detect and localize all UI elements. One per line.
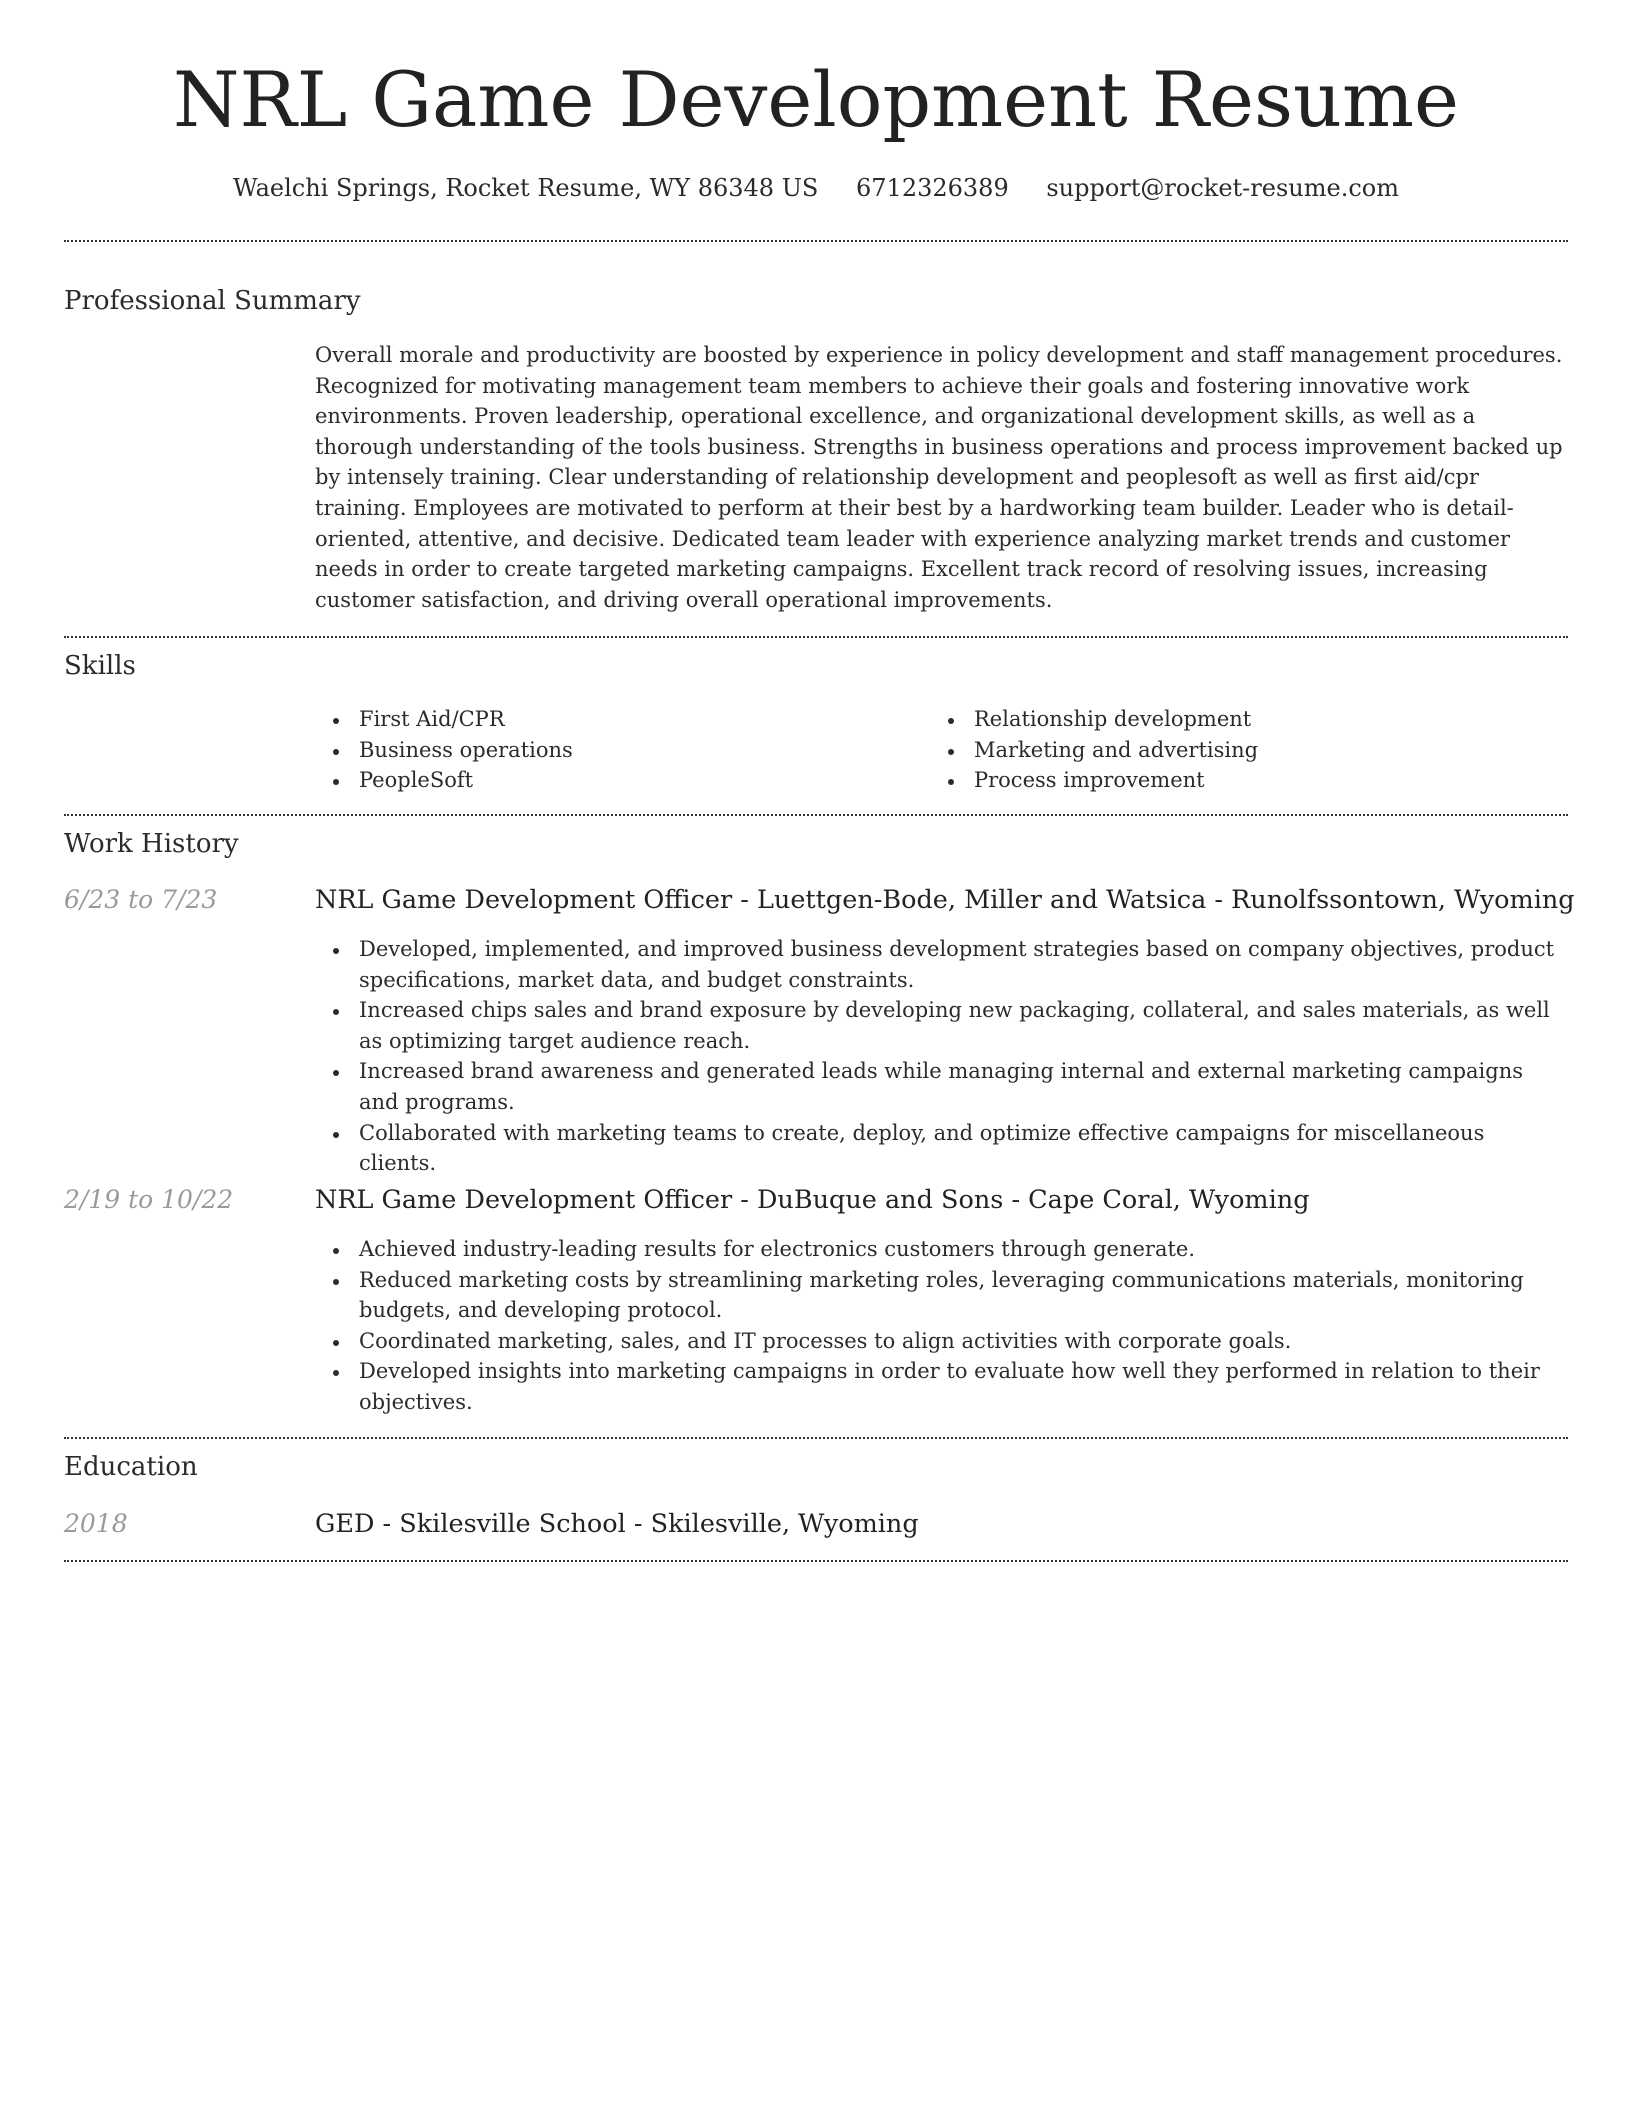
job-bullet: Reduced marketing costs by streamlining marketing roles, leveraging communications materials, monitoring budgets, and developing protocol. — [315, 1265, 1568, 1326]
contact-line — [64, 168, 1568, 208]
job-bullet: Collaborated with marketing teams to create, deploy, and optimize effective campaigns for miscellaneous clients. — [315, 1118, 1568, 1179]
skill-item: Process improvement — [930, 765, 1530, 796]
section-divider — [64, 1437, 1568, 1439]
skill-item: Business operations — [315, 735, 915, 766]
job-bullet: Increased brand awareness and generated leads while managing internal and external marketing campaigns and programs. — [315, 1056, 1568, 1117]
summary-text: Overall morale and productivity are boosted by experience in policy development and staff management procedures. Recognized for motivating management team members to achieve their goals and fostering innovative work environments. Proven leadership, operational excellence, and organizational development skills, as well as a thorough understanding of the tools business. Strengths in business operations and process improvement backed up by intensely training. Clear understanding of relationship development and peoplesoft as well as first aid/cpr training. Employees are motivated to perform at their best by a hardworking team builder. Leader who is detail-oriented, attentive, and decisive. Dedicated team leader with experience analyzing market trends and customer needs in order to create targeted marketing campaigns. Excellent track record of resolving issues, increasing customer satisfaction, and driving overall operational improvements. — [315, 343, 1563, 612]
contact-phone: 6712326389 — [856, 174, 1009, 202]
skill-item: Relationship development — [930, 704, 1530, 735]
skills-list-right — [930, 704, 1530, 796]
job-bullet: Developed insights into marketing campaigns in order to evaluate how well they performed in relation to their objectives. — [315, 1356, 1568, 1417]
skill-item: First Aid/CPR — [315, 704, 915, 735]
work-heading: Work History — [64, 829, 239, 859]
job-dates: 2/19 to 10/22 — [64, 1185, 234, 1214]
contact-address: Waelchi Springs, Rocket Resume, WY 86348 US — [233, 174, 819, 202]
job-bullet-list — [315, 934, 1568, 1179]
section-divider — [64, 1560, 1568, 1562]
skills-list-left — [315, 704, 915, 796]
skill-item: Marketing and advertising — [930, 735, 1530, 766]
job-bullet: Coordinated marketing, sales, and IT processes to align activities with corporate goals. — [315, 1326, 1568, 1357]
resume-title: NRL Game Development Resume — [173, 55, 1459, 144]
job-bullet: Achieved industry-leading results for electronics customers through generate. — [315, 1234, 1568, 1265]
skills-heading: Skills — [64, 651, 136, 681]
job-bullet-list — [315, 1234, 1568, 1418]
education-year: 2018 — [64, 1509, 128, 1538]
section-divider — [64, 636, 1568, 638]
job-heading: NRL Game Development Officer - DuBuque and Sons - Cape Coral, Wyoming — [315, 1185, 1310, 1215]
job-bullet: Developed, implemented, and improved business development strategies based on company objectives, product specifications, market data, and budget constraints. — [315, 934, 1568, 995]
summary-heading: Professional Summary — [64, 286, 361, 316]
job-bullet: Increased chips sales and brand exposure by developing new packaging, collateral, and sales materials, as well as optimizing target audience reach. — [315, 995, 1568, 1056]
job-dates: 6/23 to 7/23 — [64, 885, 218, 914]
contact-email: support@rocket-resume.com — [1046, 174, 1399, 202]
section-divider — [64, 814, 1568, 816]
skill-item: PeopleSoft — [315, 765, 915, 796]
education-heading: Education — [64, 1452, 198, 1482]
job-heading: NRL Game Development Officer - Luettgen-Bode, Miller and Watsica - Runolfssontown, Wyoming — [315, 885, 1575, 915]
section-divider — [64, 240, 1568, 242]
education-heading-line: GED - Skilesville School - Skilesville, Wyoming — [315, 1509, 919, 1539]
